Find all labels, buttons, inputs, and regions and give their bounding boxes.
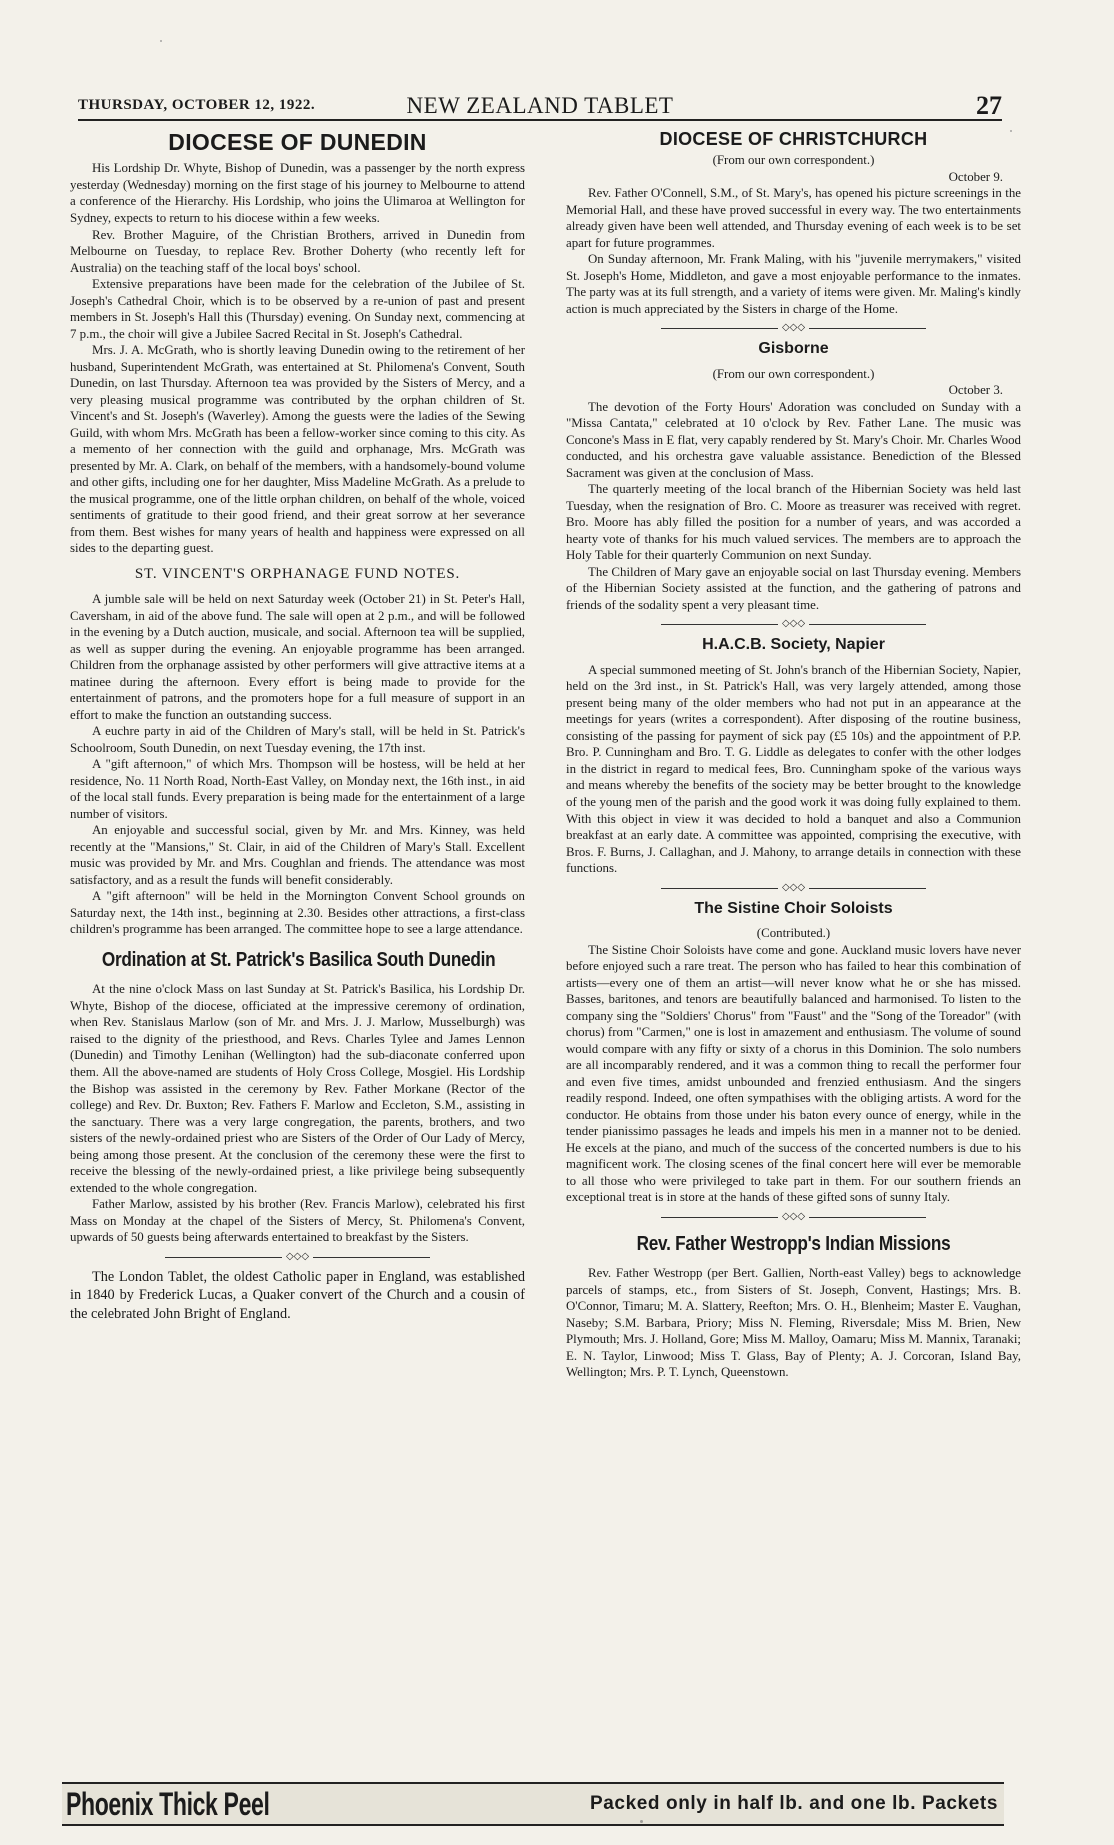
divider-ornament: ◇◇◇ <box>778 322 809 333</box>
section-divider <box>70 1252 525 1262</box>
dunedin-paragraph: Rev. Brother Maguire, of the Christian Brothers, arrived in Dunedin from Melbourne on Tuesday, to replace Rev. Brother Doherty (who recently left for Australia) on the teaching staff of the local boys' school. <box>70 227 525 275</box>
christchurch-heading: DIOCESE OF CHRISTCHURCH <box>659 129 928 149</box>
advert-brand: Phoenix Thick Peel <box>66 1786 270 1822</box>
divider-ornament: ◇◇◇ <box>282 1251 313 1262</box>
christchurch-paragraph: On Sunday afternoon, Mr. Frank Maling, with his "juvenile merrymakers," visited St. Joseph's Home, Middleton, and gave a most enjoyable performance to the inmates. The party was at its full strength, and a variety of items were given. Mr. Maling's kindly action is much appreciated by the Sisters in charge of the Home. <box>566 252 1021 316</box>
dunedin-paragraph: Mrs. J. A. McGrath, who is shortly leaving Dunedin owing to the retirement of her husband, Superintendent McGrath, was entertained at St. Philomena's Convent, South Dunedin, on last Thursday. Afternoon tea was provided by the Sisters of Mercy, and a very pleasing musical programme was contributed by the orphan children of St. Vincent's and St. Joseph's (Waverley). Among the guests were the ladies of the Sewing Guild, with whom Mrs. McGrath has been a fellow-worker since coming to this city. As a memento of her connection with the guild and orphanage, Mrs. McGrath was presented by Mr. A. Clark, on behalf of the members, with a handsomely-bound volume and other gifts, including one for her daughter, Miss Madeline McGrath. As a prelude to the musical programme, one of the little orphan children, on behalf of the whole, voiced sentiments of gratitude to their good friend, and their great sorrow at her severance from them. Best wishes for many years of health and happiness were expressed on all sides to the departing guest. <box>70 343 525 556</box>
ordination-paragraph: At the nine o'clock Mass on last Sunday at St. Patrick's Basilica, his Lordship Dr. Whyte, Bishop of the diocese, officiated at the impressive ceremony of ordination, when Rev. Stanislaus Marlow (son of Mr. and Mrs. J. J. Marlow, Musselburgh) was raised to the dignity of the priesthood, and Revs. Charles Tylee and James Lennon (Dunedin) and Timothy Lenihan (Wellington) had the sub-diaconate conferred upon them. All the above-named are students of Holy Cross College, Mosgiel. His Lordship the Bishop was assisted in the ceremony by Rev. Father Morkane (Rector of the college) and Rev. Dr. Buxton; Rev. Fathers F. Marlow and Eccleton, S.M., assisting in the sanctuary. There was a very large congregation, the parents, brothers, and two sisters of the newly-ordained priest who are Sisters of the Order of Our Lady of Mercy, being among those present. At the conclusion of the ceremony these were the first to receive the blessing of the newly-ordained priest, a like privilege being subsequently extended to the whole congregation. <box>70 982 525 1195</box>
right-column <box>566 128 1021 1381</box>
advertisement-banner <box>62 1782 1004 1826</box>
gisborne-paragraph: The devotion of the Forty Hours' Adoration was concluded on Sunday with a "Missa Cantata," celebrated at 10 o'clock by Rev. Father Lane. The music was Concone's Mass in E flat, very capably rendered by St. Mary's Choir. Mr. Charles Wood conducted, and his orchestra gave valuable assistance. Benediction of the Blessed Sacrament was given at the conclusion of Mass. <box>566 399 1021 480</box>
gisborne-byline: (From our own correspondent.) <box>712 366 875 381</box>
sistine-paragraph: The Sistine Choir Soloists have come and gone. Auckland music lovers have never before enjoyed such a rare treat. The person who has failed to hear this combination of artists—every one of them an artist—will never know what he or she has missed. Basses, baritones, and tenors are beautifully balanced and harmonised. To listen to the company sing the "Soldiers' Chorus" from "Faust" and the "Song of the Toreador" (with chorus) from "Carmen," one is lost in amazement and enthusiasm. The volume of sound would compare with any fifty or sixty of a chorus in this Dominion. The solo numbers are all incomparably rendered, and it was a common thing to recall the performer four and even five times, amidst unbounded and frenzied enthusiasm. And the singers readily respond. Indeed, one often sympathises with the obliging artists. A word for the conductor. He obtains from those under his baton every ounce of energy, while in the tender pianissimo passages he leads and impels his men in a manner not to be denied. He excels at the piano, and much of the success of the concerted numbers is due to his magnificent work. The closing scenes of the final concert here will ever be memorable to all those who were privileged to take part in them. For our southern friends an exceptional treat is in store at the hands of these gifted sons of sunny Italy. <box>566 942 1021 1205</box>
section-divider <box>566 1212 1021 1222</box>
orphanage-paragraph: A "gift afternoon" will be held in the Mornington Convent School grounds on Saturday next, the 14th inst., beginning at 2.30. Besides other attractions, a first-class children's programme has been arranged. The committee hope to see a large attendance. <box>70 889 525 937</box>
orphanage-paragraph: An enjoyable and successful social, given by Mr. and Mrs. Kinney, was held recently at the "Mansions," St. Clair, in aid of the Children of Mary's Stall. Excellent music was provided by Mr. and Mrs. Coughlan and friends. The attendance was most satisfactory, and as a result the funds will benefit considerably. <box>70 823 525 887</box>
orphanage-paragraph: A euchre party in aid of the Children of Mary's stall, will be held in St. Patrick's Schoolroom, South Dunedin, on next Tuesday evening, the 17th inst. <box>70 724 525 755</box>
orphanage-paragraph: A "gift afternoon," of which Mrs. Thompson will be hostess, will be held at her residence, No. 11 North Road, North-East Valley, on Monday next, the 16th inst., in aid of the local stall funds. Every preparation is being made for the entertainment of a large number of visitors. <box>70 757 525 821</box>
section-divider <box>566 619 1021 629</box>
gisborne-paragraph: The Children of Mary gave an enjoyable social on last Thursday evening. Members of the Hibernian Society assisted at the function, and the gathering of patrons and friends of the sodality spent a very pleasant time. <box>566 564 1021 612</box>
westropp-paragraph: Rev. Father Westropp (per Bert. Gallien, North-east Valley) begs to acknowledge parcels of stamps, etc., from Sisters of St. Joseph, Convent, Hastings; Mrs. B. O'Connor, Timaru; M. A. Slattery, Reefton; Mrs. O. H., Blenheim; Master E. Vaughan, Naseby; S.M. Barbara, Priory; Miss N. Fleming, Riversdale; Miss M. Brien, New Plymouth; Mrs. J. Holland, Gore; Miss M. Malloy, Oamaru; Miss M. Mannix, Taranaki; E. N. Taylor, Linwood; Miss T. Glass, Bay of Plenty; A. J. Corcoran, Island Bay, Wellington; Mrs. P. T. Lynch, Queenstown. <box>566 1266 1021 1380</box>
dunedin-heading: DIOCESE OF DUNEDIN <box>168 129 427 155</box>
orphanage-paragraph: A jumble sale will be held on next Saturday week (October 21) in St. Peter's Hall, Caversham, in aid of the above fund. The sale will open at 2 p.m., and will be followed in the evening by a Dutch auction, musicale, and social. Afternoon tea will be supplied, as well as supper during the evening. An enjoyable programme has been arranged. Children from the orphanage assisted by other performers will give attractive items at a matinee during the afternoon. Every effort is being made to provide for the entertainment of patrons, and the promoters hope for a full measure of support in an effort to make the function an outstanding success. <box>70 592 525 722</box>
section-divider <box>566 883 1021 893</box>
divider-ornament: ◇◇◇ <box>778 1211 809 1222</box>
christchurch-byline: (From our own correspondent.) <box>712 153 875 168</box>
westropp-heading: Rev. Father Westropp's Indian Missions <box>636 1232 951 1255</box>
divider-ornament: ◇◇◇ <box>778 618 809 629</box>
sistine-heading: The Sistine Choir Soloists <box>694 899 893 917</box>
print-speck <box>160 40 162 42</box>
hacb-paragraph: A special summoned meeting of St. John's branch of the Hibernian Society, Napier, held on the 3rd inst., in St. Patrick's Hall, was very largely attended, among those present being many of the older members who had not put in an appearance at the meetings for years (writes a correspondent). After disposing of the routine business, consisting of the passing for payment of sick pay (£5 10s) and the appointment of P.P. Bro. P. Cunningham and Bro. T. G. Liddle as delegates to confer with the other lodges in the district in regard to medical fees, Bro. Cunningham spoke of the various ways and means whereby the benefits of the society may be better brought to the knowledge of the young men of the parish and the good work it was doing fully explained to them. With this object in view it was decided to hold a banquet and also a Communion breakfast at an early date. A committee was appointed, comprising the executive, with Bros. F. Burns, J. Callaghan, and J. Mahony, to arrange details in connection with these functions. <box>566 662 1021 876</box>
dunedin-paragraph: His Lordship Dr. Whyte, Bishop of Dunedin, was a passenger by the north express yesterday (Wednesday) morning on the first stage of his journey to Melbourne to attend a conference of the Hierarchy. His Lordship, who joins the Ulimaroa at Wellington for Sydney, expects to return to his diocese within a few weeks. <box>70 161 525 225</box>
print-speck <box>1010 130 1012 132</box>
left-column <box>70 128 525 1323</box>
issue-date: THURSDAY, OCTOBER 12, 1922. <box>78 97 316 113</box>
tablet-history-note: The London Tablet, the oldest Catholic paper in England, was established in 1840 by Frederick Lucas, a Quaker convert of the Church and a cousin of the celebrated John Bright of England. <box>70 1268 525 1322</box>
ordination-paragraph: Father Marlow, assisted by his brother (Rev. Francis Marlow), celebrated his first Mass on Monday at the chapel of the Sisters of Mercy, St. Philomena's Convent, upwards of 50 guests being afterwards entertained to breakfast by the Sisters. <box>70 1197 525 1245</box>
page-number: 27 <box>976 91 1002 120</box>
christchurch-date: October 9. <box>948 169 1003 184</box>
masthead <box>78 93 1002 121</box>
ordination-heading: Ordination at St. Patrick's Basilica South Dunedin <box>101 948 496 971</box>
orphanage-heading: ST. VINCENT'S ORPHANAGE FUND NOTES. <box>134 565 461 582</box>
divider-ornament: ◇◇◇ <box>778 882 809 893</box>
section-divider <box>566 323 1021 333</box>
advert-tagline: Packed only in half lb. and one lb. Packets <box>589 1793 998 1814</box>
christchurch-paragraph: Rev. Father O'Connell, S.M., of St. Mary's, has opened his picture screenings in the Memorial Hall, and these have proved successful in every way. The two entertainments already given have been well attended, and Thursday evening of each week is to be set apart for future programmes. <box>566 186 1021 250</box>
print-speck <box>640 1820 643 1823</box>
gisborne-paragraph: The quarterly meeting of the local branch of the Hibernian Society was held last Tuesday, when the resignation of Bro. C. Moore as treasurer was received with regret. Bro. Moore has ably filled the position for a number of years, and was accorded a hearty vote of thanks for his much valued services. The members are to approach the Holy Table for their quarterly Communion on next Sunday. <box>566 482 1021 563</box>
dunedin-paragraph: Extensive preparations have been made for the celebration of the Jubilee of St. Joseph's Cathedral Choir, which is to be observed by a re-union of past and present members in St. Joseph's Hall this (Thursday) evening. On Sunday next, commencing at 7 p.m., the choir will give a Jubilee Sacred Recital in St. Joseph's Cathedral. <box>70 277 525 341</box>
sistine-byline: (Contributed.) <box>756 926 831 941</box>
gisborne-date: October 3. <box>948 383 1003 398</box>
gisborne-heading: Gisborne <box>758 340 829 358</box>
hacb-heading: H.A.C.B. Society, Napier <box>702 636 885 654</box>
publication-title: NEW ZEALAND TABLET <box>406 93 674 118</box>
